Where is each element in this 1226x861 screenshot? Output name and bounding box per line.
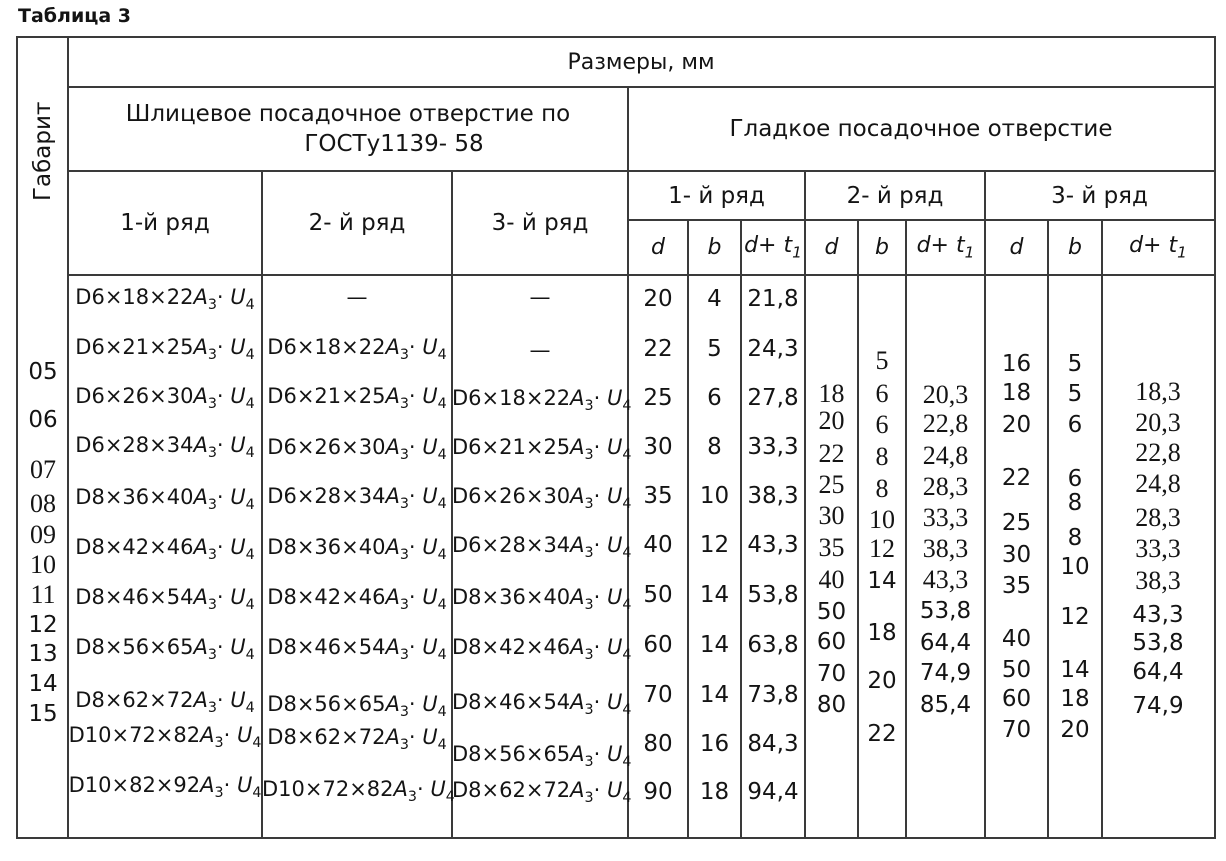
spline-designation: $D8\times 62\times 72A_3\cdot U_4$	[452, 778, 632, 807]
smooth-2-b-column	[858, 38, 906, 837]
smooth-value-b: 8	[875, 442, 889, 471]
spline-designation: $D10\times 72\times 82A_3\cdot U_4$	[262, 777, 455, 806]
spline-designation: $D10\times 72\times 82A_3\cdot U_4$	[68, 723, 262, 752]
smooth-value-d: 40	[818, 565, 845, 594]
smooth-3-d-column	[985, 38, 1048, 837]
smooth-value-d: 80	[643, 731, 673, 757]
smooth-1-t-column	[741, 38, 805, 837]
spline-designations-2	[262, 38, 455, 837]
smooth-value-t: 73,8	[747, 682, 799, 708]
smooth-value-t: 24,3	[747, 336, 799, 362]
gabarit-value: 13	[28, 641, 58, 667]
table-caption: Таблица 3	[18, 5, 132, 27]
smooth-value-t: 63,8	[747, 632, 799, 658]
smooth-value-d: 16	[1001, 351, 1032, 377]
spline-col-label-2: 2- й ряд	[308, 210, 406, 236]
subcol-label-b-1: b	[707, 235, 722, 260]
spline-designation: $D6\times 18\times 22A_3\cdot U_4$	[452, 386, 632, 415]
smooth-value-d: 50	[1001, 657, 1032, 683]
smooth-col-label-2: 2- й ряд	[846, 182, 944, 209]
gabarit-value: 10	[30, 550, 56, 579]
smooth-value-t: 43,3	[922, 565, 969, 594]
spline-designations-3	[452, 38, 632, 837]
smooth-value-d: 35	[643, 483, 673, 509]
subcol-label-b-3: b	[1068, 235, 1082, 260]
spline-designation: $D6\times 18\times 22A_3\cdot U_4$	[267, 335, 447, 364]
smooth-value-b: 6	[707, 385, 722, 411]
smooth-value-d: 30	[1001, 542, 1032, 568]
smooth-value-d: 90	[643, 779, 673, 805]
spline-designation: $D8\times 36\times 40A_3\cdot U_4$	[267, 535, 447, 564]
smooth-value-d: 30	[643, 434, 673, 460]
smooth-value-t: 94,4	[747, 779, 799, 805]
smooth-value-d: 40	[1001, 626, 1032, 652]
smooth-value-t: 43,3	[747, 532, 799, 558]
smooth-value-t: 33,3	[922, 503, 969, 532]
smooth-value-b: 20	[867, 668, 897, 694]
smooth-value-b: 5	[875, 346, 889, 375]
smooth-value-t: 28,3	[922, 472, 969, 501]
gabarit-value: 05	[28, 359, 58, 385]
spline-designation: $D8\times 46\times 54A_3\cdot U_4$	[75, 585, 255, 614]
smooth-value-t: 64,4	[919, 630, 972, 656]
subcol-label-d-2: d	[824, 235, 839, 260]
smooth-2-t-column	[906, 38, 985, 837]
smooth-value-b: 6	[875, 379, 889, 408]
smooth-value-t: 22,8	[922, 409, 969, 438]
spline-designation: $D8\times 42\times 46A_3\cdot U_4$	[452, 635, 632, 664]
spline-designation: $D8\times 62\times 72A_3\cdot U_4$	[267, 725, 447, 754]
spline-designation: $D6\times 26\times 30A_3\cdot U_4$	[452, 484, 632, 513]
smooth-value-b: 12	[699, 532, 730, 558]
smooth-value-d: 25	[818, 470, 845, 499]
smooth-value-t: 74,9	[1132, 693, 1184, 719]
smooth-col-label-1: 1- й ряд	[668, 182, 765, 209]
gabarit-value: 07	[30, 455, 56, 484]
smooth-value-b: 12	[1060, 604, 1090, 630]
smooth-value-t: 33,3	[747, 434, 799, 460]
smooth-value-t: 84,3	[747, 731, 799, 757]
smooth-value-t: 74,9	[919, 660, 972, 686]
spline-designation: $D6\times 28\times 34A_3\cdot U_4$	[452, 533, 632, 562]
smooth-value-b: 8	[1067, 490, 1083, 516]
smooth-value-d: 40	[643, 532, 673, 558]
subcol-label-dt-3: $d+ t_1$	[1129, 233, 1187, 262]
smooth-value-d: 70	[643, 682, 673, 708]
smooth-value-b: 6	[1067, 412, 1083, 438]
spline-designation: $D6\times 26\times 30A_3\cdot U_4$	[267, 435, 447, 464]
gabarit-value: 11	[30, 580, 56, 609]
smooth-2-d-column	[805, 38, 858, 837]
smooth-value-b: 14	[867, 568, 897, 594]
spline-designation: $D8\times 46\times 54A_3\cdot U_4$	[267, 635, 447, 664]
spline-designation: $D6\times 26\times 30A_3\cdot U_4$	[75, 384, 255, 413]
smooth-value-d: 60	[816, 629, 847, 655]
smooth-value-t: 33,3	[1135, 534, 1181, 563]
header-spline-line1: Шлицевое посадочное отверстие по	[125, 101, 571, 127]
smooth-value-d: 60	[643, 632, 673, 658]
smooth-value-d: 50	[816, 599, 847, 625]
smooth-value-b: 6	[875, 410, 889, 439]
smooth-value-b: 8	[875, 474, 889, 503]
smooth-value-t: 53,8	[1132, 630, 1184, 656]
smooth-value-b: 10	[1060, 554, 1090, 580]
smooth-value-d: 25	[643, 385, 673, 411]
smooth-value-t: 53,8	[747, 582, 799, 608]
smooth-value-b: 14	[1060, 657, 1090, 683]
smooth-value-t: 24,8	[922, 441, 969, 470]
smooth-value-d: 18	[1001, 380, 1032, 406]
smooth-value-b: 20	[1060, 717, 1090, 743]
header-smooth-section: Гладкое посадочное отверстие	[729, 116, 1113, 142]
smooth-value-d: 30	[818, 501, 845, 530]
spline-designation: $D8\times 56\times 65A_3\cdot U_4$	[452, 742, 632, 771]
smooth-value-b: 12	[869, 534, 895, 563]
dimensions-table	[16, 36, 1216, 839]
spline-designation: $D6\times 21\times 25A_3\cdot U_4$	[75, 335, 255, 364]
smooth-value-d: 70	[1001, 717, 1032, 743]
smooth-value-b: 14	[699, 682, 730, 708]
spline-designation: $D8\times 56\times 65A_3\cdot U_4$	[75, 635, 255, 664]
subcol-label-dt-2: $d+ t_1$	[916, 233, 975, 262]
smooth-value-d: 70	[816, 661, 847, 687]
smooth-value-t: 28,3	[1135, 503, 1181, 532]
spline-designation: $D10\times 82\times 92A_3\cdot U_4$	[68, 773, 262, 802]
smooth-value-t: 38,3	[1135, 566, 1181, 595]
smooth-value-b: 16	[699, 731, 730, 757]
gabarit-value: 14	[28, 671, 58, 697]
smooth-value-t: 43,3	[1132, 602, 1184, 628]
smooth-value-t: 27,8	[747, 385, 799, 411]
smooth-value-t: 20,3	[922, 380, 969, 409]
spline-designation: $D6\times 21\times 25A_3\cdot U_4$	[452, 435, 632, 464]
header-spline-line2: ГОСТу1139- 58	[304, 131, 484, 157]
spline-designation: $D6\times 28\times 34A_3\cdot U_4$	[267, 484, 447, 513]
smooth-value-t: 38,3	[747, 483, 799, 509]
smooth-value-d: 20	[1001, 412, 1032, 438]
smooth-value-b: 6	[1067, 466, 1083, 492]
spline-designation: $D8\times 36\times 40A_3\cdot U_4$	[452, 585, 632, 614]
spline-designation: $D8\times 46\times 54A_3\cdot U_4$	[452, 690, 632, 719]
smooth-value-b: 14	[699, 632, 730, 658]
smooth-value-d: 50	[643, 582, 673, 608]
subcol-label-d-1: d	[651, 235, 665, 260]
smooth-1-d-column	[628, 38, 688, 837]
smooth-value-b: 18	[699, 779, 730, 805]
spline-designation: $D8\times 42\times 46A_3\cdot U_4$	[75, 535, 255, 564]
smooth-value-d: 60	[1001, 686, 1032, 712]
smooth-value-t: 22,8	[1135, 438, 1181, 467]
smooth-value-b: 5	[707, 336, 722, 362]
smooth-col-label-3: 3- й ряд	[1051, 182, 1148, 209]
smooth-value-t: 20,3	[1135, 408, 1181, 437]
smooth-value-d: 25	[1001, 510, 1032, 536]
spline-col-label-1: 1-й ряд	[120, 210, 210, 236]
spline-col-label-3: 3- й ряд	[491, 210, 589, 236]
empty-dash: —	[529, 285, 551, 309]
header-gabarit: Габарит	[30, 101, 56, 201]
smooth-1-b-column	[688, 38, 741, 837]
smooth-value-b: 8	[1067, 525, 1083, 551]
smooth-value-b: 18	[867, 620, 897, 646]
smooth-value-b: 14	[699, 582, 730, 608]
smooth-value-d: 18	[818, 379, 845, 408]
gabarit-value: 15	[28, 701, 58, 727]
subcol-label-b-2: b	[875, 235, 889, 260]
smooth-value-t: 53,8	[919, 598, 972, 624]
gabarit-column	[18, 38, 68, 837]
smooth-value-d: 22	[818, 439, 845, 468]
smooth-value-b: 10	[699, 483, 730, 509]
smooth-value-b: 8	[707, 434, 722, 460]
gabarit-value: 09	[30, 520, 56, 549]
smooth-value-t: 85,4	[919, 692, 972, 718]
spline-designation: $D8\times 36\times 40A_3\cdot U_4$	[75, 485, 255, 514]
gabarit-value: 06	[28, 407, 58, 433]
smooth-value-b: 18	[1060, 686, 1090, 712]
smooth-value-b: 4	[707, 286, 722, 312]
subcol-label-d-3: d	[1009, 235, 1024, 260]
smooth-value-b: 10	[869, 505, 895, 534]
smooth-value-d: 22	[1001, 465, 1032, 491]
smooth-value-d: 35	[818, 533, 845, 562]
smooth-value-t: 21,8	[747, 286, 799, 312]
smooth-value-d: 80	[816, 692, 847, 718]
spline-designation: $D8\times 56\times 65A_3\cdot U_4$	[267, 692, 447, 721]
smooth-value-b: 22	[867, 721, 897, 747]
smooth-value-t: 24,8	[1135, 469, 1181, 498]
smooth-value-b: 5	[1067, 351, 1083, 377]
spline-designation: $D8\times 42\times 46A_3\cdot U_4$	[267, 585, 447, 614]
gabarit-value: 08	[30, 489, 56, 518]
smooth-3-t-column	[1102, 38, 1214, 837]
gabarit-value: 12	[28, 612, 58, 638]
smooth-value-d: 20	[643, 286, 673, 312]
smooth-value-t: 18,3	[1135, 377, 1181, 406]
smooth-value-b: 5	[1067, 381, 1083, 407]
smooth-value-t: 38,3	[922, 534, 969, 563]
smooth-value-t: 64,4	[1132, 659, 1184, 685]
smooth-value-d: 20	[818, 406, 845, 435]
smooth-3-b-column	[1048, 38, 1102, 837]
header-sizes-mm: Размеры, мм	[567, 50, 715, 75]
empty-dash: —	[346, 285, 368, 309]
subcol-label-dt-1: $d+ t_1$	[744, 233, 802, 262]
spline-designation: $D6\times 18\times 22A_3\cdot U_4$	[75, 285, 255, 314]
empty-dash: —	[529, 338, 551, 362]
spline-designation: $D6\times 28\times 34A_3\cdot U_4$	[75, 433, 255, 462]
smooth-value-d: 35	[1001, 573, 1032, 599]
spline-designation: $D8\times 62\times 72A_3\cdot U_4$	[75, 688, 255, 717]
spline-designation: $D6\times 21\times 25A_3\cdot U_4$	[267, 384, 447, 413]
spline-designations-1	[68, 38, 262, 837]
smooth-value-d: 22	[643, 336, 673, 362]
